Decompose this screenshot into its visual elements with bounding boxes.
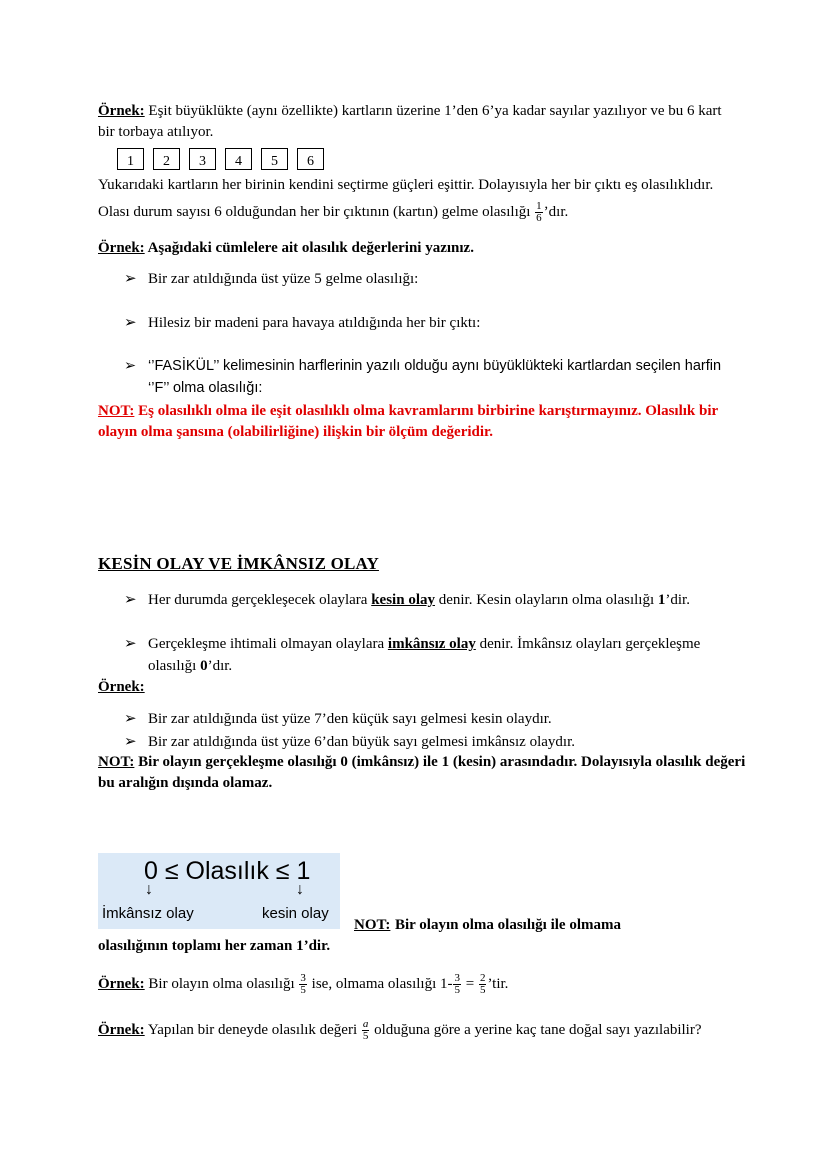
card-5: 5 [261,148,288,170]
arrow-bullet-icon: ➢ [124,315,137,331]
note-1: NOT: Eş olasılıklı olma ile eşit olasılıklı olma kavramlarını birbirine karıştırmayınız. Olasılık bir olayın olma şansına (olabilirliğine) ilişkin bir ölçüm değeridir. [98,403,718,440]
example-1-explanation: Yukarıdaki kartların her birinin kendini seçtirme güçleri eşittir. Dolayısıyla her bir çıktı eş olasılıklıdır. Olası durum sayısı 6 olduğundan her bir çıktının (kartın) gelme olasılığı $\frac{1}{6}$ ’dır. [98,177,714,225]
card-1: 1 [117,148,144,170]
bullet-fasikul: ➢ ‘’FASİKÜL’’ kelimesinin harflerinin yazılı olduğu aynı büyüklükteki kartlardan seçilen harfin ‘’F’’ olma olasılığı: [124,355,744,399]
arrow-bullet-icon: ➢ [124,358,137,374]
fraction-one-sixth: $\frac{1}{6}$ [536,200,542,225]
fraction-2-5: $\frac{2}{5}$ [479,972,486,997]
arrow-bullet-icon: ➢ [124,636,137,652]
bullet-impossible-event: ➢ Gerçekleşme ihtimali olmayan olaylara imkânsız olay denir. İmkânsız olayları gerçekleşme olasılığı 0’dır. [124,633,744,677]
section-example-label: Örnek: [98,679,145,695]
number-cards [117,148,324,170]
arrow-bullet-icon: ➢ [124,711,137,727]
example-1-text: Örnek: Eşit büyüklükte (aynı özellikte) kartların üzerine 1’den 6’ya kadar sayılar yazılıyor ve bu 6 kart bir torbaya atılıyor. [98,103,722,140]
down-arrow-icon: ↓ [296,881,304,898]
bullet-die-five: ➢ Bir zar atıldığında üst yüze 5 gelme olasılığı: [124,268,744,290]
probability-inequality: 0 ≤ Olasılık ≤ 1 [144,857,311,885]
note-2: NOT: Bir olayın gerçekleşme olasılığı 0 (imkânsız) ile 1 (kesin) arasındadır. Dolayısıyla olasılık değeri bu aralığın dışında olamaz. [98,754,746,791]
note-3-start: NOT: [354,917,391,933]
card-2: 2 [153,148,180,170]
section-heading: KESİN OLAY VE İMKÂNSIZ OLAY [98,554,379,573]
fraction-3-5: $\frac{3}{5}$ [454,972,460,997]
bullet-example-certain: ➢ Bir zar atıldığında üst yüze 7’den küçük sayı gelmesi kesin olaydır. [124,708,744,730]
arrow-bullet-icon: ➢ [124,734,137,750]
example-2-title: Örnek: Aşağıdaki cümlelere ait olasılık değerlerini yazınız. [98,240,474,256]
example-4: Örnek: Yapılan bir deneyde olasılık değeri $\frac{a}{5}$ olduğuna göre a yerine kaç tane doğal sayı yazılabilir? [98,1018,702,1043]
card-6: 6 [297,148,324,170]
bullet-coin: ➢ Hilesiz bir madeni para havaya atıldığında her bir çıktı: [124,312,744,334]
card-3: 3 [189,148,216,170]
arrow-bullet-icon: ➢ [124,592,137,608]
down-arrow-icon: ↓ [145,881,153,898]
card-4: 4 [225,148,252,170]
example-label: Örnek: [98,103,145,119]
bullet-certain-event: ➢ Her durumda gerçekleşecek olaylara kesin olay denir. Kesin olayların olma olasılığı 1’dir. [124,589,744,611]
arrow-bullet-icon: ➢ [124,271,137,287]
fraction-3-5: $\frac{3}{5}$ [300,972,306,997]
example-3: Örnek: Bir olayın olma olasılığı $\frac{3}{5}$ ise, olmama olasılığı 1- $\frac{3}{5}$ = $\frac{2}{5}$ ’tir. [98,972,509,997]
note-3-text: Bir olayın olma olasılığı ile olmama olasılığının toplamı her zaman 1’dir. [98,917,621,954]
bullet-example-impossible: ➢ Bir zar atıldığında üst yüze 6’dan büyük sayı gelmesi imkânsız olaydır. [124,731,744,753]
fraction-a-5: $\frac{a}{5}$ [362,1018,369,1043]
certain-label: kesin olay [262,905,329,922]
impossible-label: İmkânsız olay [102,905,194,922]
